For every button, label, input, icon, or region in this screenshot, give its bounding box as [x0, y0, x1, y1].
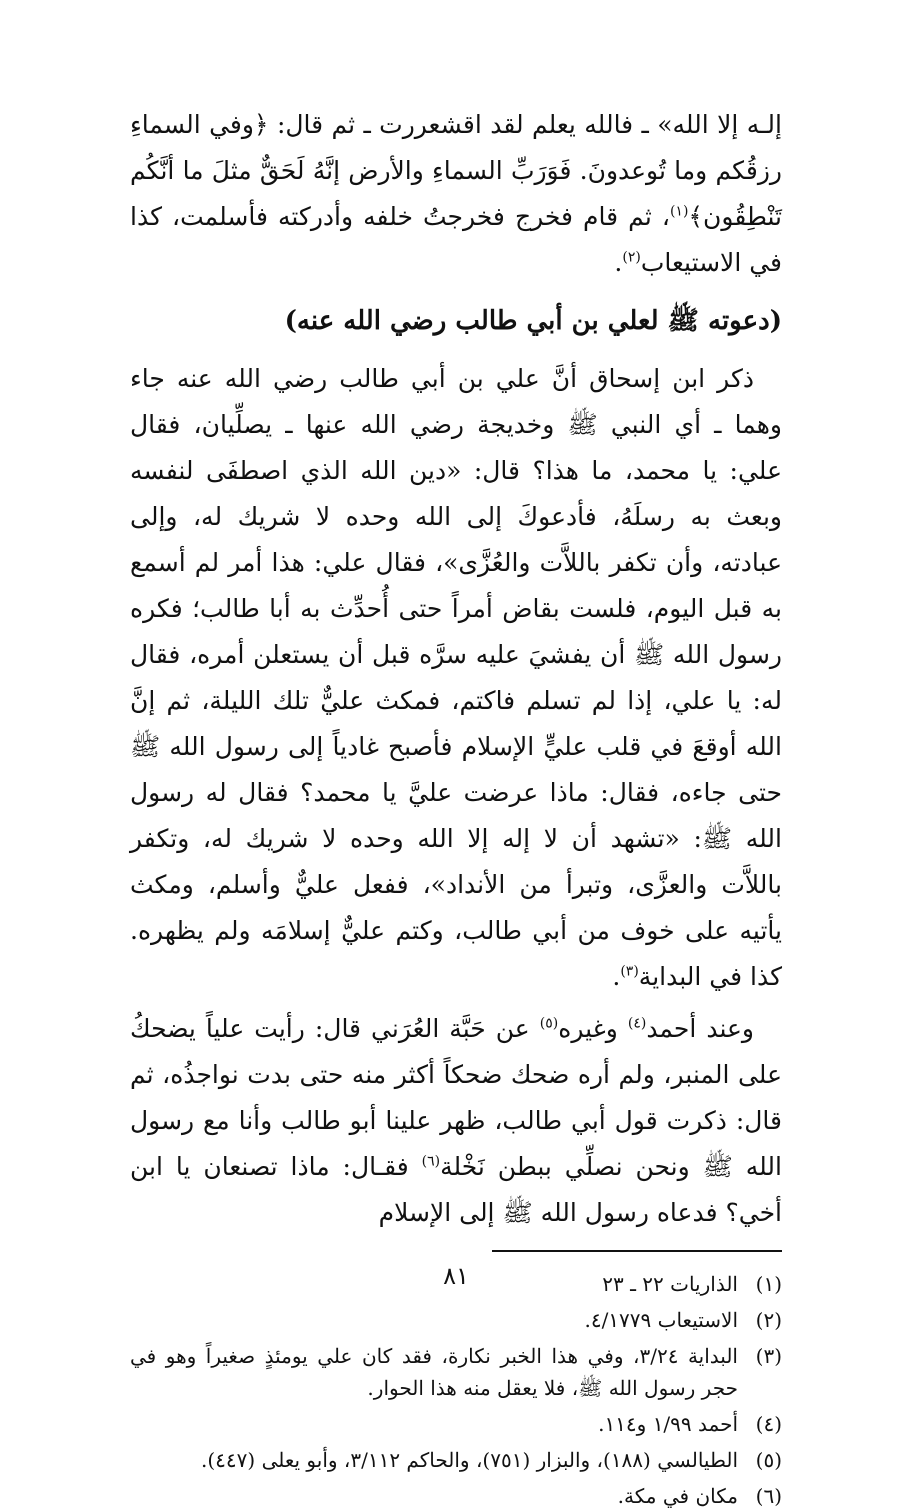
footnote-text: الاستيعاب ٤/١٧٧٩.: [584, 1308, 738, 1332]
paragraph-1-middle: ، ثم قام فخرج فخرجتُ خلفه وأدركته فأسلمت، كذا في الاستيعاب: [130, 202, 782, 277]
paragraph-1-text: إلـه إلا الله» ـ فالله يعلم لقد اقشعررت ـ ثم قال: ﴿وفي السماءِ رزقُكم وما تُوعدونَ. فَوَرَبِّ السماءِ والأرض إنَّهُ لَحَقٌّ مثلَ ما أنَّكُم تَنْطِقُون﴾: [130, 110, 782, 231]
footnote-ref-5: (٥): [539, 1015, 559, 1032]
footnote-number: (٥): [755, 1448, 782, 1472]
footnote-5: [130, 1444, 782, 1476]
footnote-6: [130, 1480, 782, 1512]
page-number: ٨١: [443, 1262, 469, 1290]
paragraph-2: [130, 356, 782, 1000]
footnote-number: (٤): [755, 1412, 782, 1436]
footnote-4: [130, 1408, 782, 1440]
paragraph-2-text: ذكر ابن إسحاق أنَّ علي بن أبي طالب رضي الله عنه جاء وهما ـ أي النبي ﷺ وخديجة رضي الله عنها ـ يصلِّيان، فقال علي: يا محمد، ما هذا؟ قال: «دين الله الذي اصطفَى لنفسه وبعث به رسلَهُ، فأدعوكَ إلى الله وحده لا شريك له، وإلى عبادته، وأن تكفر باللاَّت والعُزَّى»، فقال علي: هذا أمر لم أسمع به قبل اليوم، فلست بقاض أمراً حتى أُحدِّث به أبا طالب؛ فكره رسول الله ﷺ أن يفشيَ عليه سرَّه قبل أن يستعلن أمره، فقال له: يا علي، إذا لم تسلم فاكتم، فمكث عليٌّ تلك الليلة، ثم إنَّ الله أوقعَ في قلب عليٍّ الإسلام فأصبح غادياً إلى رسول الله ﷺ حتى جاءه، فقال: ماذا عرضت عليَّ يا محمد؟ فقال له رسول الله ﷺ: «تشهد أن لا إله إلا الله وحده لا شريك له، وتكفر باللاَّت والعزَّى، وتبرأ من الأنداد»، ففعل عليٌّ وأسلم، ومكث يأتيه على خوف من أبي طالب، وكتم عليٌّ إسلامَه ولم يظهره. كذا في البداية: [130, 364, 782, 991]
footnote-number: (٣): [755, 1344, 782, 1368]
paragraph-2-end: .: [612, 962, 621, 991]
paragraph-3-part-c: عن حَبَّة العُرَني قال: رأيت علياً يضحكُ على المنبر، ولم أره ضحك ضحكاً أكثر منه حتى بدت نواجذُه، ثم قال: ذكرت قول أبي طالب، ظهر علينا أبو طالب وأنا مع رسول الله ﷺ ونحن نصلِّي ببطن نَخْلة: [130, 1014, 782, 1181]
footnote-ref-3: (٣): [620, 963, 639, 980]
footnote-text: أحمد ١/٩٩ و١١٤.: [598, 1412, 738, 1436]
footnote-text: الذاريات ٢٢ ـ ٢٣: [602, 1272, 738, 1296]
footnote-text: البداية ٣/٢٤، وفي هذا الخبر نكارة، فقد كان علي يومئذٍ صغيراً وهو في حجر رسول الله ﷺ، فلا يعقل منه هذا الحوار.: [130, 1344, 738, 1400]
paragraph-3-part-d: فقـال: ماذا تصنعان يا ابن أخي؟ فدعاه رسول الله ﷺ إلى الإسلام: [130, 1152, 782, 1227]
paragraph-3: [130, 1006, 782, 1236]
footnotes: [130, 1268, 782, 1512]
footnote-number: (٢): [755, 1308, 782, 1332]
footnote-3: [130, 1340, 782, 1404]
footnote-ref-2: (٢): [622, 249, 641, 266]
footnote-text: مكان في مكة.: [617, 1484, 738, 1508]
footnote-ref-1: (١): [669, 203, 689, 220]
footnote-text: الطيالسي (١٨٨)، والبزار (٧٥١)، والحاكم ٣/١١٢، وأبو يعلى (٤٤٧).: [201, 1448, 738, 1472]
section-heading: (دعوته ﷺ لعلي بن أبي طالب رضي الله عنه): [284, 306, 782, 336]
paragraph-1-end: .: [614, 248, 623, 277]
footnote-number: (٦): [755, 1484, 782, 1508]
main-text: [130, 102, 782, 1236]
footnote-ref-4: (٤): [627, 1015, 647, 1032]
footnote-divider: [492, 1250, 782, 1252]
footnote-ref-6: (٦): [421, 1153, 441, 1170]
footnote-number: (١): [755, 1272, 782, 1296]
paragraph-3-start: وعند أحمد: [646, 1014, 754, 1043]
footnote-2: [130, 1304, 782, 1336]
paragraph-1: [130, 102, 782, 286]
paragraph-3-part-b: وغيره: [558, 1014, 628, 1043]
